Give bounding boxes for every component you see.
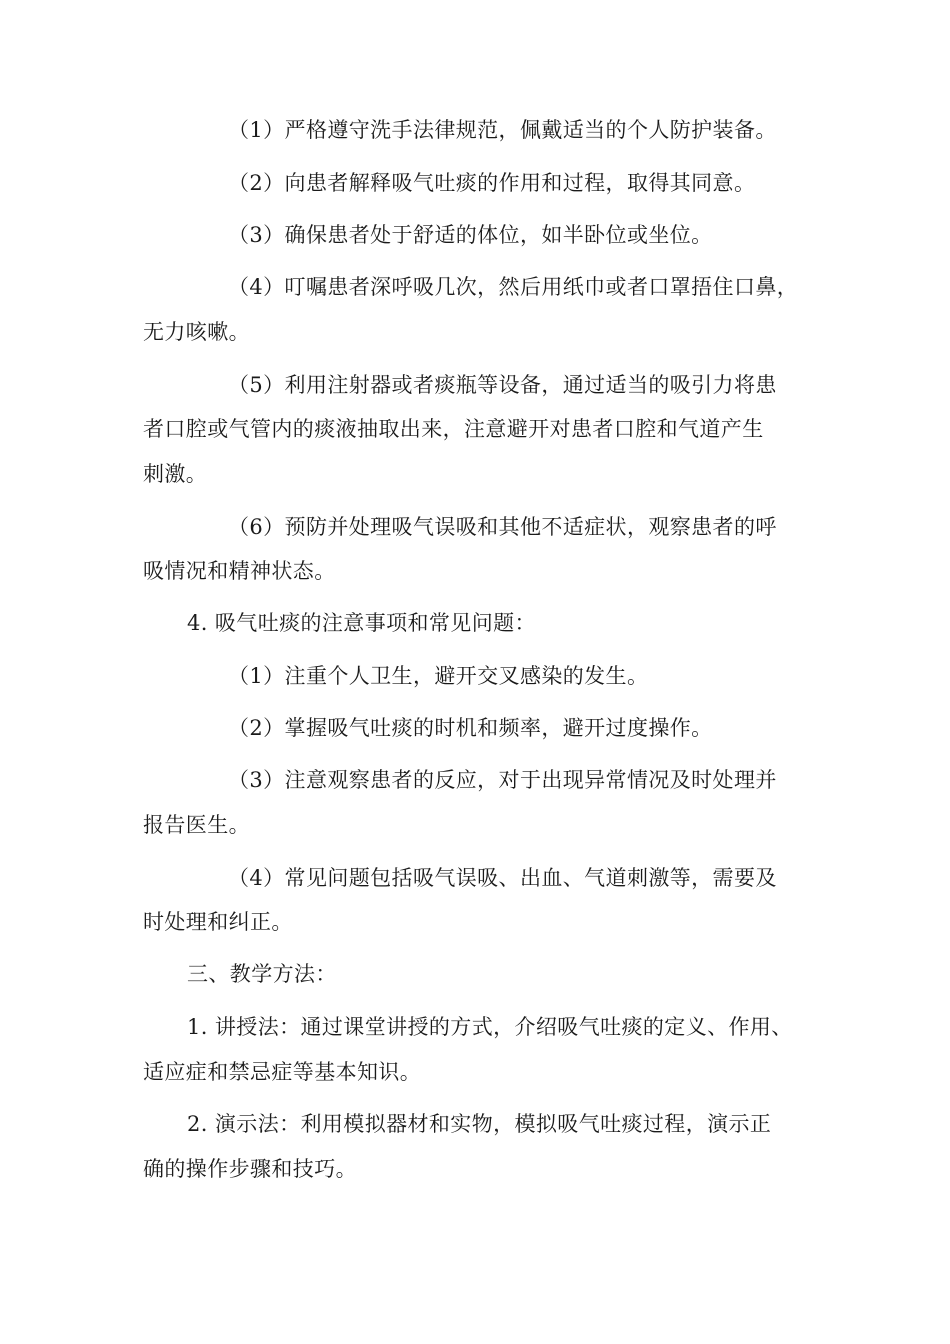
text-line: （6）预防并处理吸气误吸和其他不适症状，观察患者的呼 <box>228 515 777 539</box>
text-line: （5）利用注射器或者痰瓶等设备，通过适当的吸引力将患 <box>228 373 777 397</box>
section-heading: 三、教学方法： <box>187 962 337 986</box>
text-line: （3）确保患者处于舒适的体位，如半卧位或坐位。 <box>228 223 713 247</box>
text-line: 者口腔或气管内的痰液抽取出来，注意避开对患者口腔和气道产生 <box>143 417 764 441</box>
text-line: 2. 演示法：利用模拟器材和实物，模拟吸气吐痰过程，演示正 <box>187 1112 772 1136</box>
text-line: 报告医生。 <box>143 813 250 837</box>
text-line: （3）注意观察患者的反应，对于出现异常情况及时处理并 <box>228 768 777 792</box>
text-line: 无力咳嗽。 <box>143 320 250 344</box>
text-line: （2）掌握吸气吐痰的时机和频率，避开过度操作。 <box>228 716 713 740</box>
text-line: 吸情况和精神状态。 <box>143 559 336 583</box>
text-line: 适应症和禁忌症等基本知识。 <box>143 1060 422 1084</box>
text-line: （1）严格遵守洗手法律规范，佩戴适当的个人防护装备。 <box>228 118 777 142</box>
text-line: （4）常见问题包括吸气误吸、出血、气道刺激等，需要及 <box>228 866 777 890</box>
text-line: 确的操作步骤和技巧。 <box>143 1157 357 1181</box>
section-heading: 4. 吸气吐痰的注意事项和常见问题： <box>187 611 536 635</box>
text-line: 时处理和纠正。 <box>143 910 293 934</box>
text-line: 刺激。 <box>143 462 208 486</box>
text-line: 1. 讲授法：通过课堂讲授的方式，介绍吸气吐痰的定义、作用、 <box>187 1015 793 1039</box>
text-line: （2）向患者解释吸气吐痰的作用和过程，取得其同意。 <box>228 171 756 195</box>
text-line: （4）叮嘱患者深呼吸几次，然后用纸巾或者口罩捂住口鼻， <box>228 275 799 299</box>
text-line: （1）注重个人卫生，避开交叉感染的发生。 <box>228 664 649 688</box>
